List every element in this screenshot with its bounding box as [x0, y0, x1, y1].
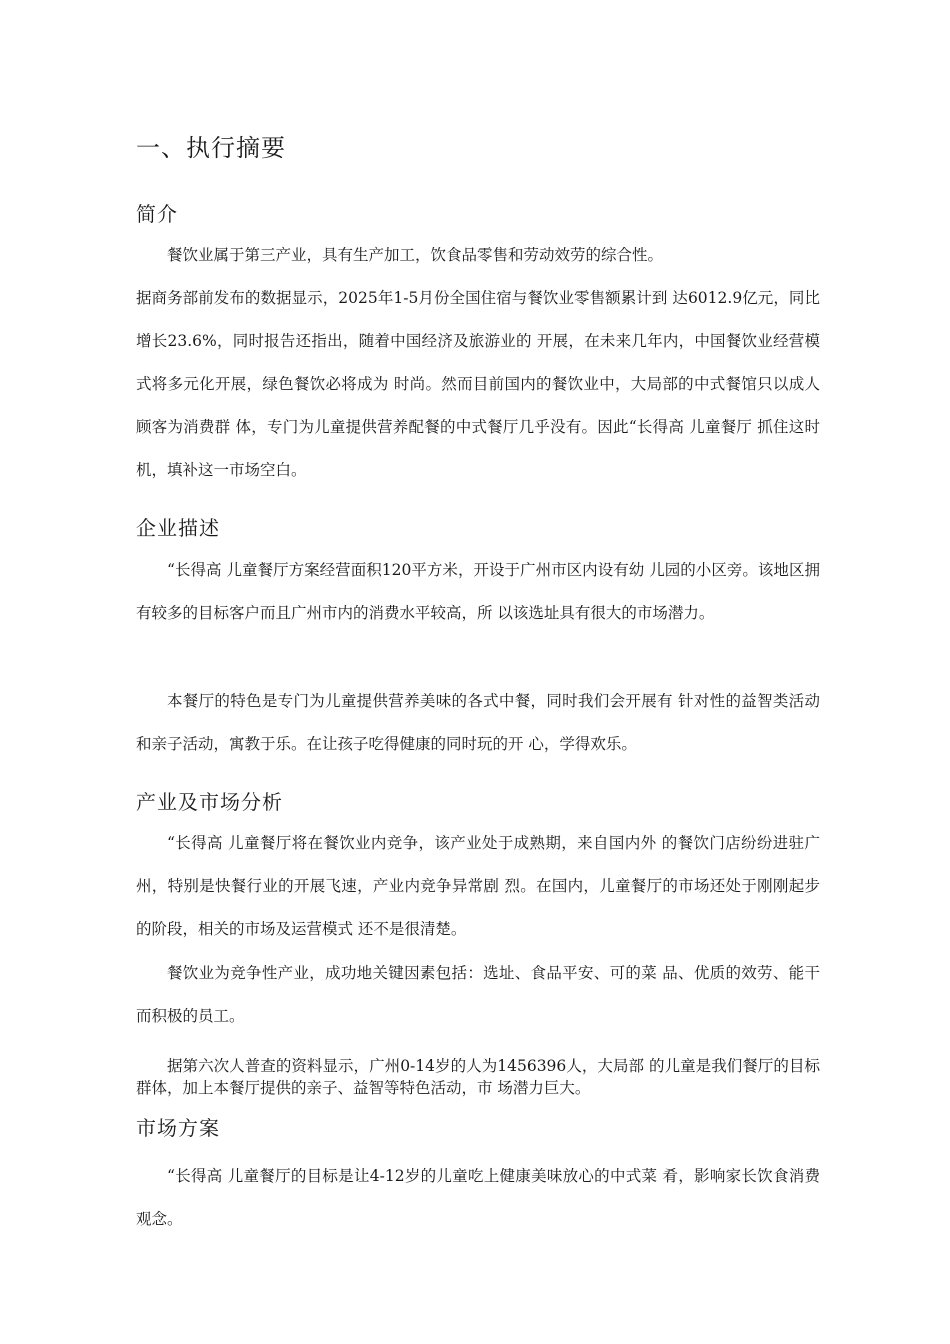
paragraph: “长得高 儿童餐厅的目标是让4-12岁的儿童吃上健康美味放心的中式菜 肴，影响家长饮食消费观念。 — [136, 1167, 820, 1228]
page-title: 一、执行摘要 — [136, 134, 286, 162]
section-heading-industry: 产业及市场分析 — [136, 790, 283, 814]
paragraph: “长得高 儿童餐厅将在餐饮业内竞争，该产业处于成熟期，来自国内外 的餐饮门店纷纷进驻广州，特别是快餐行业的开展飞速，产业内竞争异常剧 烈。在国内，儿童餐厅的市场还处于刚刚起步的阶段，相关的市场及运营模式 还不是很清楚。 — [136, 834, 820, 938]
paragraph: 据商务部前发布的数据显示，2025年1-5月份全国住宿与餐饮业零售额累计到 达6012.9亿元，同比增长23.6%，同时报告还指出，随着中国经济及旅游业的 开展，在未来几年内，中国餐饮业经营模式将多元化开展，绿色餐饮必将成为 时尚。然而目前国内的餐饮业中，大局部的中式餐馆只以成人顾客为消费群 体，专门为儿童提供营养配餐的中式餐厅几乎没有。因此“长得高 儿童餐厅 抓住这时机，填补这一市场空白。 — [136, 289, 820, 479]
paragraph: “长得高 儿童餐厅方案经营面积120平方米，开设于广州市区内设有幼 儿园的小区旁。该地区拥有较多的目标客户而且广州市内的消费水平较高，所 以该选址具有很大的市场潜力。 — [136, 561, 820, 622]
section-heading-company: 企业描述 — [136, 516, 220, 540]
paragraph: 餐饮业为竞争性产业，成功地关键因素包括：选址、食品平安、可的菜 品、优质的效劳、能干而积极的员工。 — [136, 964, 820, 1025]
paragraph: 餐饮业属于第三产业，具有生产加工，饮食品零售和劳动效劳的综合性。 — [167, 246, 664, 264]
paragraph: 据第六次人普查的资料显示，广州0-14岁的人为1456396人，大局部 的儿童是我们餐厅的目标群体，加上本餐厅提供的亲子、益智等特色活动，市 场潜力巨大。 — [136, 1057, 820, 1097]
section-heading-intro: 简介 — [136, 202, 178, 226]
section-heading-market-plan: 市场方案 — [136, 1116, 220, 1140]
paragraph: 本餐厅的特色是专门为儿童提供营养美味的各式中餐，同时我们会开展有 针对性的益智类活动和亲子活动，寓教于乐。在让孩子吃得健康的同时玩的开 心，学得欢乐。 — [136, 692, 820, 753]
